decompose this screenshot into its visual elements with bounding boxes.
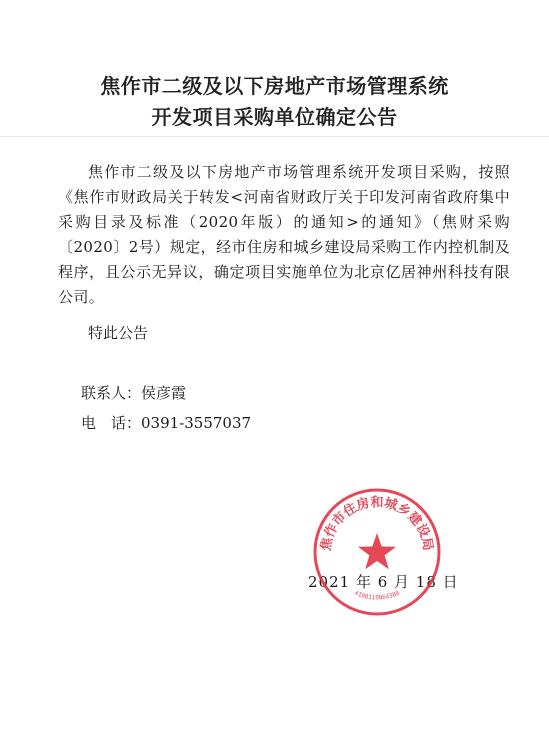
seal-star-icon — [358, 533, 396, 569]
official-seal-stamp — [312, 487, 442, 617]
contact-person-value: 侯彦霞 — [141, 384, 187, 402]
seal-org-text: 焦作市住房和城乡建设局 — [318, 495, 436, 552]
contact-person-row — [81, 378, 251, 408]
notice-body-paragraph: 焦作市二级及以下房地产市场管理系统开发项目采购，按照《焦作市财政局关于转发<河南省财政厅关于印发河南省政府集中采购目录及标准（2020年版）的通知>的通知》（焦财采购〔2020〕2号）规定，经市住房和城乡建设局采购工作内控机制及程序，且公示无异议，确定项目实施单位为北京亿居神州科技有限公司。 — [58, 163, 510, 306]
notice-title-line-1: 焦作市二级及以下房地产市场管理系统 — [100, 74, 449, 98]
contact-phone-value: 0391-3557037 — [141, 414, 252, 432]
closing-statement: 特此公告 — [88, 324, 149, 342]
notice-date: 2021 年 6 月 18 日 — [308, 573, 459, 591]
contact-person-label: 联系人： — [81, 384, 142, 402]
seal-code-text: 4108110064388 — [353, 589, 401, 602]
contact-block — [81, 378, 251, 438]
title-divider — [0, 136, 549, 137]
contact-phone-label: 电 话： — [81, 414, 142, 432]
contact-phone-row — [81, 408, 251, 438]
notice-title-line-2: 开发项目采购单位确定公告 — [151, 105, 398, 129]
